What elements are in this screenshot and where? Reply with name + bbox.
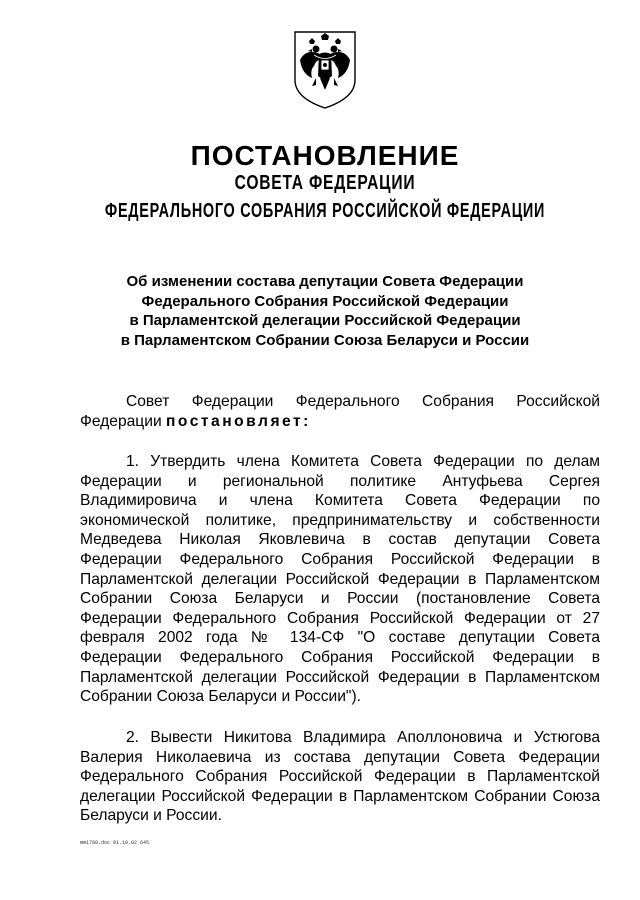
- resolves-keyword: постановляет:: [166, 412, 311, 430]
- subject-line: в Парламентской делегации Российской Федерации: [129, 312, 521, 329]
- document-subject: [0, 272, 640, 350]
- intro-paragraph: [80, 392, 600, 431]
- paragraph-1: [80, 452, 600, 707]
- issuer-line-1: СОВЕТА ФЕДЕРАЦИИ: [234, 172, 416, 194]
- coat-of-arms-icon: [292, 30, 358, 110]
- paragraph-2: [80, 728, 600, 826]
- paragraph-2-text: 2. Вывести Никитова Владимира Аполлоновича и Устюгова Валерия Николаевича из состава депутации Совета Федерации Федерального Собрания Российской Федерации в Парламентской делегации Российской Федерации в Парламентском Собрании Союза Беларуси и России.: [80, 729, 600, 825]
- subject-line: Об изменении состава депутации Совета Федерации: [126, 273, 524, 290]
- issuer-line-2: ФЕДЕРАЛЬНОГО СОБРАНИЯ РОССИЙСКОЙ ФЕДЕРАЦИИ: [104, 200, 546, 222]
- file-reference-note: mm1780.doc 01.10.02 645: [80, 840, 150, 846]
- paragraph-1-text: 1. Утвердить члена Комитета Совета Федерации по делам Федерации и региональной политике Антуфьева Сергея Владимировича и члена Комитета Совета Федерации по экономической политике, предпринимательству и собственности Медведева Николая Яковлевича в состав депутации Совета Федерации Федерального Собрания Российской Федерации в Парламентской делегации Российской Федерации в Парламентском Собрании Союза Беларуси и России (постановление Совета Федерации Федерального Собрания Российской Федерации от 27 февраля 2002 года № 134-СФ "О составе депутации Совета Федерации Федерального Собрания Российской Федерации в Парламентской делегации Российской Федерации в Парламентском Собрании Союза Беларуси и России").: [80, 453, 600, 706]
- subject-line: в Парламентском Собрании Союза Беларуси и России: [120, 331, 530, 349]
- subject-line: Федерального Собрания Российской Федерации: [141, 292, 509, 310]
- document-type-title: ПОСТАНОВЛЕНИЕ: [190, 140, 460, 171]
- intro-text: Совет Федерации Федерального Собрания Российской Федерации: [80, 393, 600, 430]
